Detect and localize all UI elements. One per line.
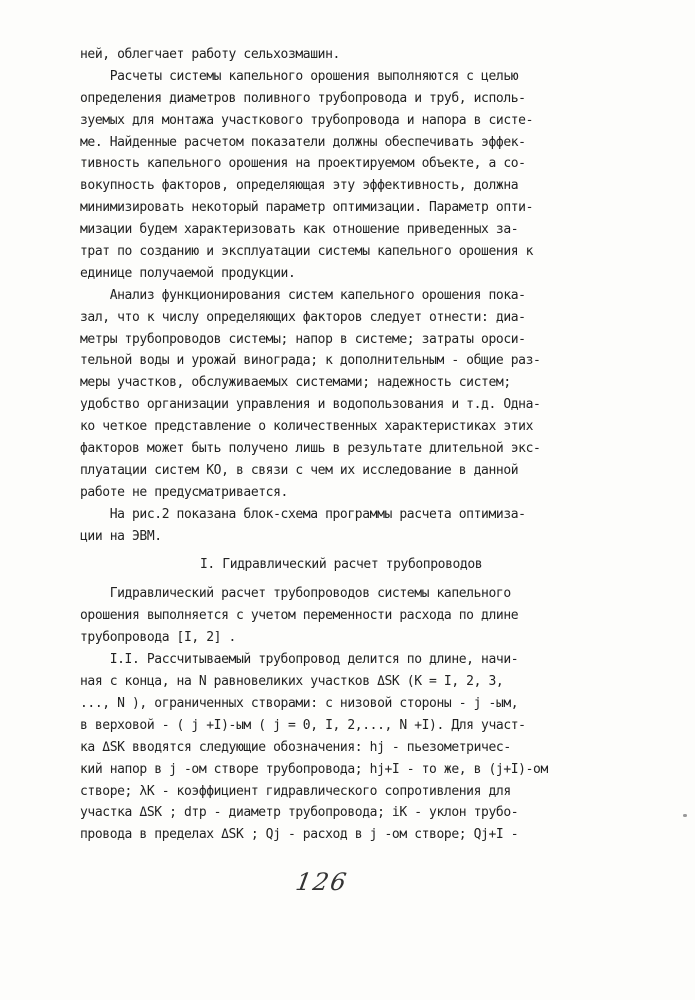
text-line: определения диаметров поливного трубопровода и труб, исполь-	[80, 90, 526, 106]
text-line: мизации будем характеризовать как отношение приведенных за-	[80, 222, 519, 238]
paragraph	[80, 44, 658, 66]
text-line: единице получаемой продукции.	[80, 265, 296, 281]
text-line: ная с конца, на N равновеликих участков ΔSK (К = I, 2, 3,	[80, 674, 504, 690]
text-line: На рис.2 показана блок-схема программы расчета оптимиза-	[80, 506, 526, 522]
text-line: Расчеты системы капельного орошения выполняются с целью	[80, 68, 519, 84]
text-line: трубопровода [I, 2] .	[80, 630, 236, 646]
text-line: ко четкое представление о количественных характеристиках этих	[80, 419, 534, 435]
text-line: минимизировать некоторый параметр оптимизации. Параметр опти-	[80, 200, 534, 216]
text-line: работе не предусматривается.	[80, 484, 288, 500]
document-body	[80, 44, 658, 846]
text-line: тивность капельного орошения на проектируемом объекте, а со-	[80, 156, 526, 172]
paragraph	[80, 649, 658, 846]
text-line: орошения выполняется с учетом переменности расхода по длине	[80, 608, 519, 624]
text-line: удобство организации управления и водопользования и т.д. Одна-	[80, 397, 541, 413]
paragraph	[80, 504, 658, 548]
text-line: вокупность факторов, определяющая эту эффективность, должна	[80, 178, 519, 194]
text-line: в верховой - ( j +I)-ым ( j = 0, I, 2,..., N +I). Для участ-	[80, 717, 526, 733]
scan-speck	[683, 814, 687, 817]
text-line: кий напор в j -ом створе трубопровода; hj+I - то же, в (j+I)-ом	[80, 761, 548, 777]
text-line: тельной воды и урожай винограда; к дополнительным - общие раз-	[80, 353, 541, 369]
paragraph	[80, 583, 658, 649]
text-line: факторов может быть получено лишь в результате длительной экс-	[80, 441, 541, 457]
text-line: плуатации систем КО, в связи с чем их исследование в данной	[80, 462, 519, 478]
text-line: ..., N ), ограниченных створами: с низовой стороны - j -ым,	[80, 695, 519, 711]
text-line: ка ΔSK вводятся следующие обозначения: hj - пьезометричес-	[80, 739, 511, 755]
text-line: метры трубопроводов системы; напор в системе; затраты ороси-	[80, 331, 526, 347]
page-number: 126	[293, 868, 351, 896]
text-line: участка ΔSK ; dтр - диаметр трубопровода; iK - уклон трубо-	[80, 805, 519, 821]
text-line: Анализ функционирования систем капельного орошения пока-	[80, 287, 526, 303]
text-line: провода в пределах ΔSK ; Qj - расход в j -ом створе; Qj+I -	[80, 827, 519, 843]
text-line: ции на ЭВМ.	[80, 528, 162, 544]
paragraph	[80, 285, 658, 504]
text-line: трат по созданию и эксплуатации системы капельного орошения к	[80, 244, 534, 260]
paragraph	[80, 66, 658, 285]
text-line: ме. Найденные расчетом показатели должны обеспечивать эффек-	[80, 134, 526, 150]
text-line: ней, облегчает работу сельхозмашин.	[80, 47, 340, 62]
text-line: зуемых для монтажа участкового трубопровода и напора в систе-	[80, 112, 534, 128]
section-heading: I. Гидравлический расчет трубопроводов	[200, 557, 483, 573]
text-line: I.I. Рассчитываемый трубопровод делится по длине, начи-	[80, 652, 519, 668]
text-line: меры участков, обслуживаемых системами; надежность систем;	[80, 375, 511, 391]
text-line: Гидравлический расчет трубопроводов системы капельного	[80, 586, 511, 602]
text-line: зал, что к числу определяющих факторов следует отнести: диа-	[80, 309, 526, 325]
text-line: створе; λK - коэффициент гидравлического сопротивления для	[80, 783, 511, 799]
